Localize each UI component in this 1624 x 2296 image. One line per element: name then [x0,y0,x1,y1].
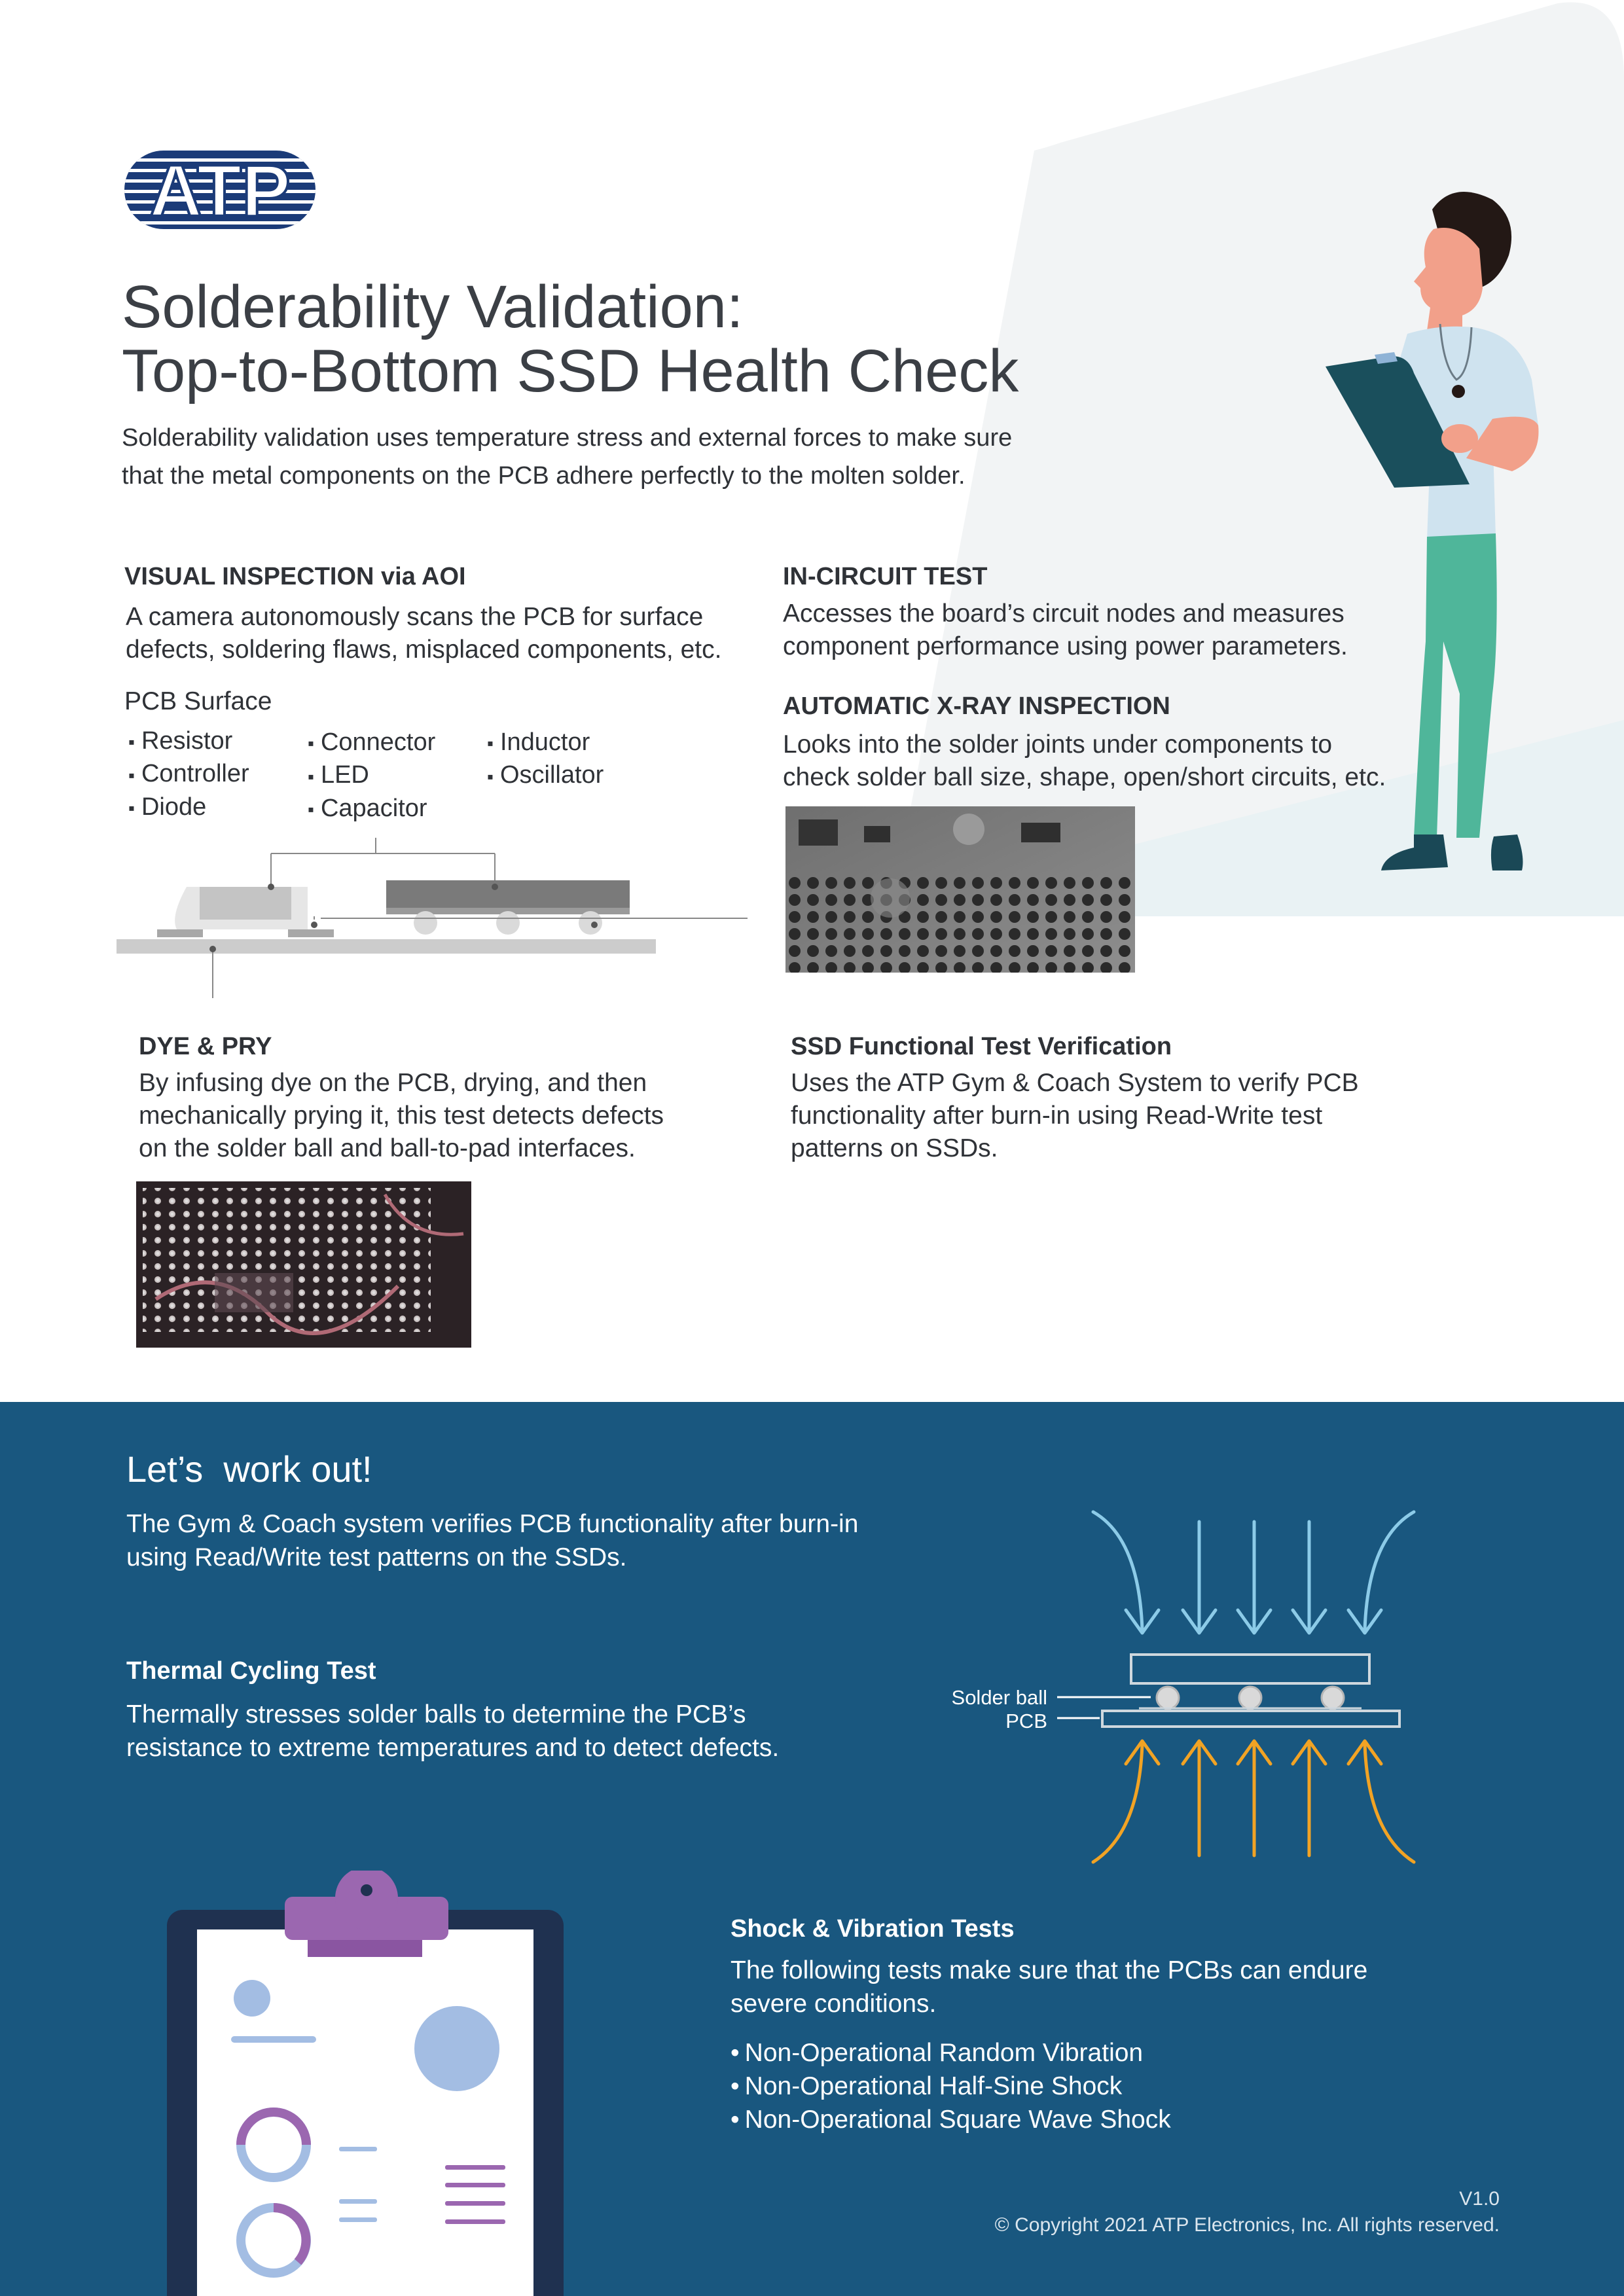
atp-logo [124,151,316,229]
list-item: • Non-Operational Random Vibration [731,2036,1171,2070]
pcb-surface-title: PCB Surface [124,687,272,715]
version-label: V1.0 [1459,2188,1500,2210]
solder-ball-label: Solder ball [951,1686,1047,1709]
thermal-body: Thermally stresses solder balls to determine the PCB’s resistance to extreme temperatures and to detect defects. [126,1700,780,1762]
clipboard-illustration [167,1871,566,2296]
dye-pry-image [136,1181,471,1348]
thermal-stress-diagram [943,1505,1440,1872]
shock-title: Shock & Vibration Tests [731,1915,1015,1943]
dye-body: By infusing dye on the PCB, drying, and then mechanically prying it, this test detects defects on the solder ball and ball-to-pad interfaces. [139,1069,664,1162]
list-item: • Non-Operational Half-Sine Shock [731,2070,1171,2103]
workout-heading: Let’s work out! [126,1448,372,1490]
shock-test-list [731,2036,1171,2136]
aoi-body: A camera autonomously scans the PCB for surface defects, soldering flaws, misplaced components, etc. [126,603,722,664]
list-item: • Non-Operational Square Wave Shock [731,2103,1171,2136]
ict-title: IN-CIRCUIT TEST [783,563,988,590]
thermal-title: Thermal Cycling Test [126,1657,376,1685]
logo-text: ATP [149,151,291,229]
list-item: ▪ Oscillator [487,759,604,792]
pcb-list-col2 [308,726,435,825]
copyright-text: © Copyright 2021 ATP Electronics, Inc. All rights reserved. [994,2214,1500,2236]
dye-title: DYE & PRY [139,1033,272,1060]
pcb-cross-section-diagram [111,838,753,1001]
page-title: Solderability Validation: Top-to-Bottom SSD Health Check [122,274,1019,404]
ssd-title: SSD Functional Test Verification [791,1033,1172,1060]
list-item: ▪ Diode [128,791,249,824]
list-item: ▪ Connector [308,726,435,759]
pcb-list-col3 [487,726,604,793]
list-item: ▪ Capacitor [308,793,435,825]
intro-text: Solderability validation uses temperature stress and external forces to make sure that the metal components on the PCB adhere perfectly to the molten solder. [122,424,1013,490]
list-item: ▪ Resistor [128,725,249,758]
axi-title: AUTOMATIC X-RAY INSPECTION [783,692,1170,720]
list-item: ▪ Controller [128,758,249,791]
list-item: ▪ Inductor [487,726,604,759]
axi-body: Looks into the solder joints under components to check solder ball size, shape, open/short circuits, etc. [783,730,1386,791]
aoi-title: VISUAL INSPECTION via AOI [124,563,466,590]
pcb-list-col1 [128,725,249,824]
list-item: ▪ LED [308,759,435,792]
shock-body: The following tests make sure that the PCBs can endure severe conditions. [731,1956,1368,2018]
ssd-body: Uses the ATP Gym & Coach System to verify PCB functionality after burn-in using Read-Write test patterns on SSDs. [791,1069,1359,1162]
xray-inspection-image [785,806,1135,973]
pcb-label: PCB [1005,1710,1047,1732]
ict-body: Accesses the board’s circuit nodes and measures component performance using power parameters. [783,600,1348,660]
workout-intro: The Gym & Coach system verifies PCB functionality after burn-in using Read/Write test patterns on the SSDs. [126,1510,859,1571]
